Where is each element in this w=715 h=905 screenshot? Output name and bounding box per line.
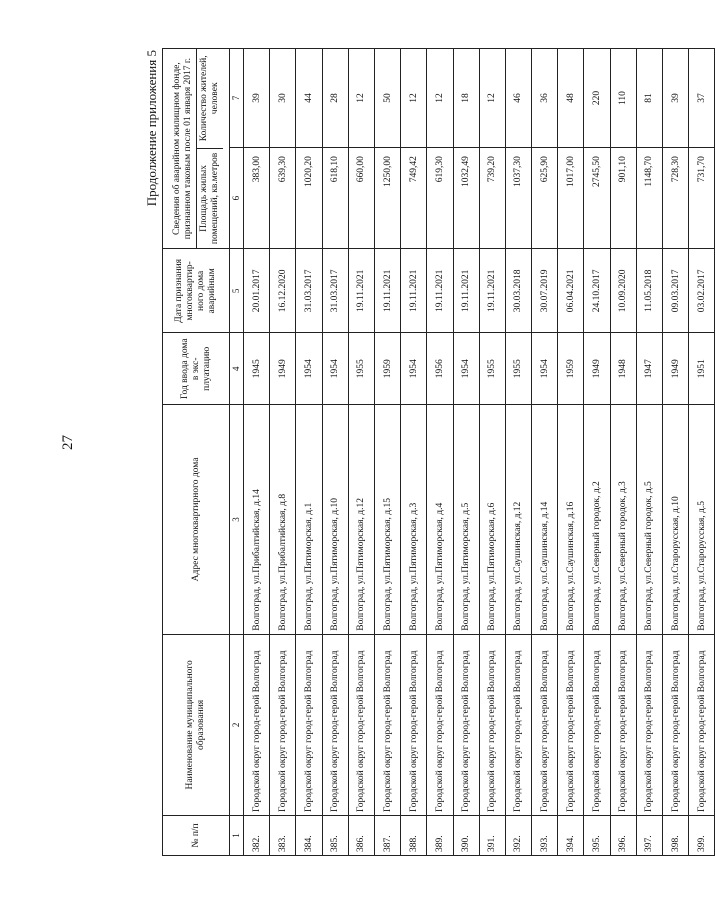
area-cell: 1037,30 xyxy=(505,148,531,249)
row-number: 393. xyxy=(532,815,558,855)
area-cell: 619,30 xyxy=(427,148,453,249)
municipality-cell: Городской округ город-герой Волгоград xyxy=(244,634,270,815)
header-group: Сведения об аварийном жилищном фонде, признанном таковым после 01 января 2017 г. xyxy=(170,49,197,248)
table-row xyxy=(505,49,531,856)
residents-cell: 37 xyxy=(689,49,715,148)
municipality-cell: Городской округ город-герой Волгоград xyxy=(427,634,453,815)
date-cell: 16.12.2020 xyxy=(270,249,296,333)
municipality-cell: Городской округ город-герой Волгоград xyxy=(374,634,400,815)
municipality-cell: Городской округ город-герой Волгоград xyxy=(296,634,322,815)
column-number: 1 xyxy=(230,815,244,855)
table-row xyxy=(584,49,610,856)
year-cell: 1954 xyxy=(401,333,427,405)
row-number: 392. xyxy=(505,815,531,855)
row-number: 389. xyxy=(427,815,453,855)
year-cell: 1954 xyxy=(453,333,479,405)
area-cell: 728,30 xyxy=(663,148,689,249)
municipality-cell: Городской округ город-герой Волгоград xyxy=(689,634,715,815)
date-cell: 24.10.2017 xyxy=(584,249,610,333)
residents-cell: 28 xyxy=(322,49,348,148)
year-cell: 1959 xyxy=(374,333,400,405)
area-cell: 1250,00 xyxy=(374,148,400,249)
address-cell: Волгоград, ул.Северный городок, д.5 xyxy=(636,405,662,635)
date-cell: 19.11.2021 xyxy=(453,249,479,333)
row-number: 397. xyxy=(636,815,662,855)
header-num: № п/п xyxy=(163,815,230,855)
header-address: Адрес многоквартирного дома xyxy=(163,405,230,635)
year-cell: 1947 xyxy=(636,333,662,405)
municipality-cell: Городской округ город-герой Волгоград xyxy=(479,634,505,815)
date-cell: 31.03.2017 xyxy=(296,249,322,333)
year-cell: 1949 xyxy=(663,333,689,405)
area-cell: 731,70 xyxy=(689,148,715,249)
table-row xyxy=(689,49,715,856)
column-number: 2 xyxy=(230,634,244,815)
table-row xyxy=(558,49,584,856)
row-number: 386. xyxy=(348,815,374,855)
date-cell: 09.03.2017 xyxy=(663,249,689,333)
residents-cell: 44 xyxy=(296,49,322,148)
area-cell: 901,10 xyxy=(610,148,636,249)
header-group-cell xyxy=(163,49,230,249)
address-cell: Волгоград, ул.Пятиморская, д.12 xyxy=(348,405,374,635)
address-cell: Волгоград, ул.Северный городок, д.2 xyxy=(584,405,610,635)
address-cell: Волгоград, ул.Саушинская, д.14 xyxy=(532,405,558,635)
header-year: Год ввода дома в экс-плуатацию xyxy=(163,333,230,405)
year-cell: 1959 xyxy=(558,333,584,405)
municipality-cell: Городской округ город-герой Волгоград xyxy=(453,634,479,815)
column-number-row xyxy=(230,49,244,856)
date-cell: 03.02.2017 xyxy=(689,249,715,333)
column-number: 5 xyxy=(230,249,244,333)
date-cell: 19.11.2021 xyxy=(374,249,400,333)
address-cell: Волгоград, ул.Старорусская, д.5 xyxy=(689,405,715,635)
address-cell: Волгоград, ул.Пятиморская, д.15 xyxy=(374,405,400,635)
row-number: 391. xyxy=(479,815,505,855)
year-cell: 1954 xyxy=(322,333,348,405)
rotated-page-content xyxy=(140,42,707,862)
year-cell: 1945 xyxy=(244,333,270,405)
year-cell: 1955 xyxy=(479,333,505,405)
municipality-cell: Городской округ город-герой Волгоград xyxy=(270,634,296,815)
row-number: 394. xyxy=(558,815,584,855)
table-row xyxy=(636,49,662,856)
area-cell: 383,00 xyxy=(244,148,270,249)
table-row xyxy=(374,49,400,856)
table-row xyxy=(453,49,479,856)
year-cell: 1949 xyxy=(584,333,610,405)
year-cell: 1954 xyxy=(532,333,558,405)
area-cell: 639,30 xyxy=(270,148,296,249)
year-cell: 1948 xyxy=(610,333,636,405)
residents-cell: 18 xyxy=(453,49,479,148)
table-row xyxy=(532,49,558,856)
date-cell: 19.11.2021 xyxy=(427,249,453,333)
year-cell: 1956 xyxy=(427,333,453,405)
address-cell: Волгоград, ул.Пятиморская, д.3 xyxy=(401,405,427,635)
column-number: 3 xyxy=(230,405,244,635)
address-cell: Волгоград, ул.Саушинская, д.12 xyxy=(505,405,531,635)
date-cell: 30.03.2018 xyxy=(505,249,531,333)
address-cell: Волгоград, ул.Прибалтийская, д.14 xyxy=(244,405,270,635)
row-number: 390. xyxy=(453,815,479,855)
area-cell: 2745,50 xyxy=(584,148,610,249)
municipality-cell: Городской округ город-герой Волгоград xyxy=(663,634,689,815)
row-number: 398. xyxy=(663,815,689,855)
address-cell: Волгоград, ул.Пятиморская, д.1 xyxy=(296,405,322,635)
date-cell: 06.04.2021 xyxy=(558,249,584,333)
row-number: 396. xyxy=(610,815,636,855)
area-cell: 618,10 xyxy=(322,148,348,249)
area-cell: 1148,70 xyxy=(636,148,662,249)
municipality-cell: Городской округ город-герой Волгоград xyxy=(636,634,662,815)
residents-cell: 39 xyxy=(663,49,689,148)
row-number: 384. xyxy=(296,815,322,855)
address-cell: Волгоград, ул.Старорусская, д.10 xyxy=(663,405,689,635)
residents-cell: 30 xyxy=(270,49,296,148)
residents-cell: 46 xyxy=(505,49,531,148)
header-count: Количество жителей, человек xyxy=(198,55,220,142)
date-cell: 30.07.2019 xyxy=(532,249,558,333)
address-cell: Волгоград, ул.Пятиморская, д.5 xyxy=(453,405,479,635)
row-number: 399. xyxy=(689,815,715,855)
residents-cell: 110 xyxy=(610,49,636,148)
date-cell: 20.01.2017 xyxy=(244,249,270,333)
area-cell: 1020,20 xyxy=(296,148,322,249)
table-row xyxy=(348,49,374,856)
municipality-cell: Городской округ город-герой Волгоград xyxy=(348,634,374,815)
area-cell: 625,90 xyxy=(532,148,558,249)
address-cell: Волгоград, ул.Пятиморская, д.4 xyxy=(427,405,453,635)
table-row xyxy=(610,49,636,856)
residents-cell: 48 xyxy=(558,49,584,148)
municipality-cell: Городской округ город-герой Волгоград xyxy=(532,634,558,815)
area-cell: 1017,00 xyxy=(558,148,584,249)
residents-cell: 39 xyxy=(244,49,270,148)
municipality-cell: Городской округ город-герой Волгоград xyxy=(505,634,531,815)
row-number: 382. xyxy=(244,815,270,855)
row-number: 387. xyxy=(374,815,400,855)
year-cell: 1955 xyxy=(505,333,531,405)
appendix-title: Продолжение приложения 5 xyxy=(144,50,159,207)
column-number: 4 xyxy=(230,333,244,405)
area-cell: 749,42 xyxy=(401,148,427,249)
date-cell: 19.11.2021 xyxy=(479,249,505,333)
area-cell: 739,20 xyxy=(479,148,505,249)
table-row xyxy=(401,49,427,856)
header-municipality: Наименование муниципального образования xyxy=(163,634,230,815)
table-row xyxy=(270,49,296,856)
municipality-cell: Городской округ город-герой Волгоград xyxy=(558,634,584,815)
column-number: 7 xyxy=(230,49,244,148)
table-header-row xyxy=(163,49,230,856)
address-cell: Волгоград, ул.Саушинская, д.16 xyxy=(558,405,584,635)
row-number: 385. xyxy=(322,815,348,855)
residents-cell: 12 xyxy=(427,49,453,148)
date-cell: 10.09.2020 xyxy=(610,249,636,333)
row-number: 388. xyxy=(401,815,427,855)
date-cell: 31.03.2017 xyxy=(322,249,348,333)
emergency-housing-table xyxy=(162,48,715,856)
date-cell: 11.05.2018 xyxy=(636,249,662,333)
residents-cell: 220 xyxy=(584,49,610,148)
date-cell: 19.11.2021 xyxy=(401,249,427,333)
table-row xyxy=(296,49,322,856)
header-subcolumns xyxy=(197,49,223,248)
residents-cell: 12 xyxy=(401,49,427,148)
table-row xyxy=(427,49,453,856)
address-cell: Волгоград, ул.Пятиморская, д.10 xyxy=(322,405,348,635)
address-cell: Волгоград, ул.Северный городок, д.3 xyxy=(610,405,636,635)
header-date: Дата признания многоквартир-ного дома аварийным xyxy=(163,249,230,333)
residents-cell: 81 xyxy=(636,49,662,148)
table-row xyxy=(479,49,505,856)
municipality-cell: Городской округ город-герой Волгоград xyxy=(584,634,610,815)
year-cell: 1955 xyxy=(348,333,374,405)
date-cell: 19.11.2021 xyxy=(348,249,374,333)
municipality-cell: Городской округ город-герой Волгоград xyxy=(610,634,636,815)
header-area: Площадь жилых помещений, кв.метров xyxy=(197,148,223,249)
residents-cell: 50 xyxy=(374,49,400,148)
row-number: 383. xyxy=(270,815,296,855)
residents-cell: 36 xyxy=(532,49,558,148)
year-cell: 1954 xyxy=(296,333,322,405)
table-body xyxy=(244,49,715,856)
municipality-cell: Городской округ город-герой Волгоград xyxy=(401,634,427,815)
page-number: 27 xyxy=(60,435,76,450)
table-row xyxy=(244,49,270,856)
address-cell: Волгоград, ул.Прибалтийская, д.8 xyxy=(270,405,296,635)
table-row xyxy=(322,49,348,856)
table-row xyxy=(663,49,689,856)
residents-cell: 12 xyxy=(348,49,374,148)
row-number: 395. xyxy=(584,815,610,855)
year-cell: 1949 xyxy=(270,333,296,405)
year-cell: 1951 xyxy=(689,333,715,405)
area-cell: 1032,49 xyxy=(453,148,479,249)
residents-cell: 12 xyxy=(479,49,505,148)
municipality-cell: Городской округ город-герой Волгоград xyxy=(322,634,348,815)
address-cell: Волгоград, ул.Пятиморская, д.6 xyxy=(479,405,505,635)
column-number: 6 xyxy=(230,148,244,249)
area-cell: 660,00 xyxy=(348,148,374,249)
